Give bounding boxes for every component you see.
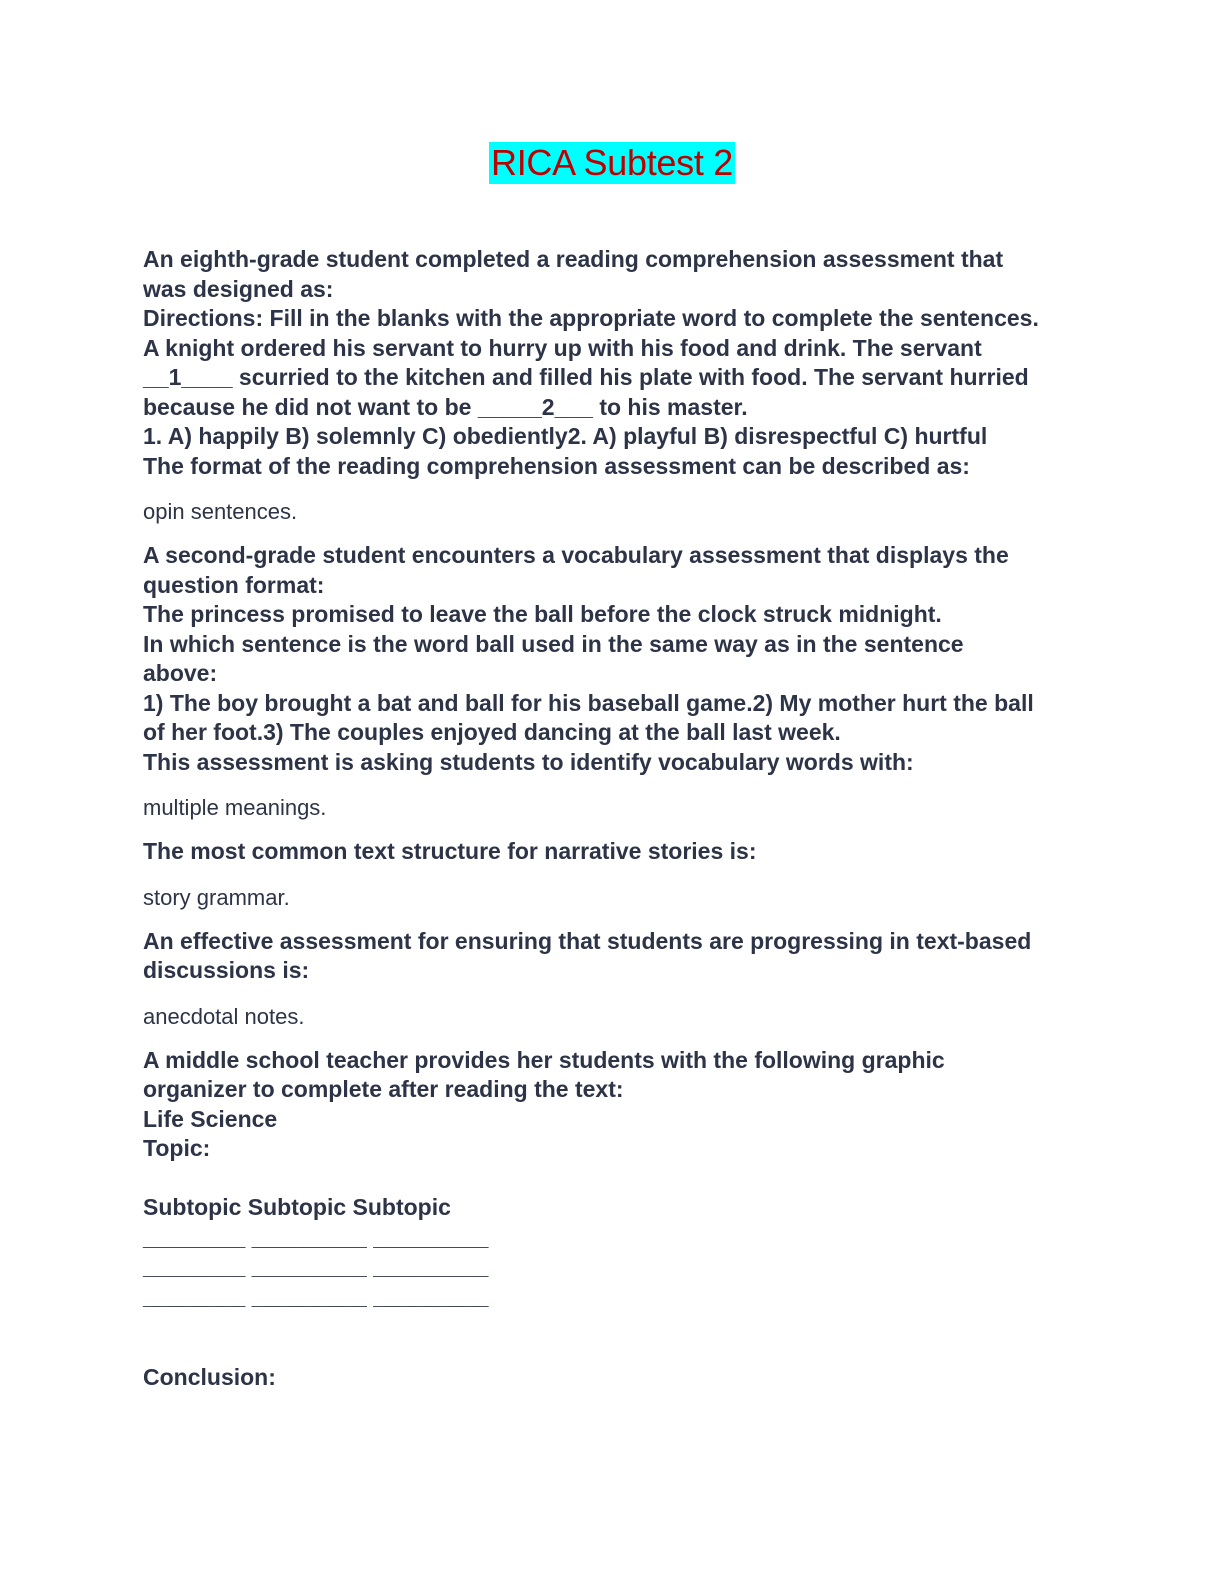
question-line: discussions is:	[143, 957, 310, 983]
document-title: RICA Subtest 2	[491, 142, 733, 183]
question-line: above:	[143, 660, 218, 686]
question-line: An effective assessment for ensuring that students are progressing in text-based	[143, 927, 1032, 954]
question-line: A knight ordered his servant to hurry up with his food and drink. The servant	[143, 334, 982, 361]
question-line: A middle school teacher provides her students with the following graphic	[143, 1046, 945, 1073]
question-line: 1) The boy brought a bat and ball for his baseball game.2) My mother hurt the ball	[143, 689, 1034, 716]
question-line: organizer to complete after reading the text:	[143, 1076, 624, 1102]
organizer-blank-row: ________ _________ _________	[143, 1223, 489, 1250]
organizer-blank-row: ________ _________ _________	[143, 1253, 489, 1279]
question-line: 1. A) happily B) solemnly C) obediently2. A) playful B) disrespectful C) hurtful	[143, 423, 988, 449]
question-line: An eighth-grade student completed a reading comprehension assessment that	[143, 246, 1004, 272]
question-2	[143, 541, 1083, 777]
question-line: A second-grade student encounters a vocabulary assessment that displays the	[143, 542, 1009, 568]
answer-1: opin sentences.	[143, 499, 298, 524]
title-wrapper	[0, 142, 1224, 184]
question-line: question format:	[143, 571, 325, 598]
spacer	[143, 1164, 1083, 1194]
question-line: The princess promised to leave the ball before the clock struck midnight.	[143, 601, 942, 627]
spacer	[143, 1311, 1083, 1363]
question-1	[143, 245, 1083, 481]
question-line: Directions: Fill in the blanks with the appropriate word to complete the sentences.	[143, 305, 1039, 331]
document-content	[143, 245, 1083, 1393]
answer-3: story grammar.	[143, 884, 290, 910]
conclusion-label: Conclusion:	[143, 1364, 276, 1390]
question-line: The most common text structure for narrative stories is:	[143, 838, 757, 864]
question-3	[143, 837, 1083, 867]
question-line: was designed as:	[143, 275, 334, 302]
answer-2: multiple meanings.	[143, 795, 327, 820]
question-line: because he did not want to be _____2___ to his master.	[143, 393, 748, 420]
organizer-blank-row: ________ _________ _________	[143, 1282, 489, 1309]
question-line: of her foot.3) The couples enjoyed dancing at the ball last week.	[143, 719, 841, 745]
question-line: In which sentence is the word ball used in the same way as in the sentence	[143, 630, 964, 657]
question-line: Topic:	[143, 1135, 211, 1161]
question-line: Life Science	[143, 1105, 278, 1132]
question-line: __1____ scurried to the kitchen and filled his plate with food. The servant hurried	[143, 364, 1029, 390]
organizer-header: Subtopic Subtopic Subtopic	[143, 1194, 451, 1220]
answer-4: anecdotal notes.	[143, 1003, 305, 1029]
question-line: The format of the reading comprehension assessment can be described as:	[143, 452, 970, 479]
question-line: This assessment is asking students to identify vocabulary words with:	[143, 748, 914, 775]
question-5	[143, 1046, 1083, 1393]
question-4	[143, 927, 1083, 986]
